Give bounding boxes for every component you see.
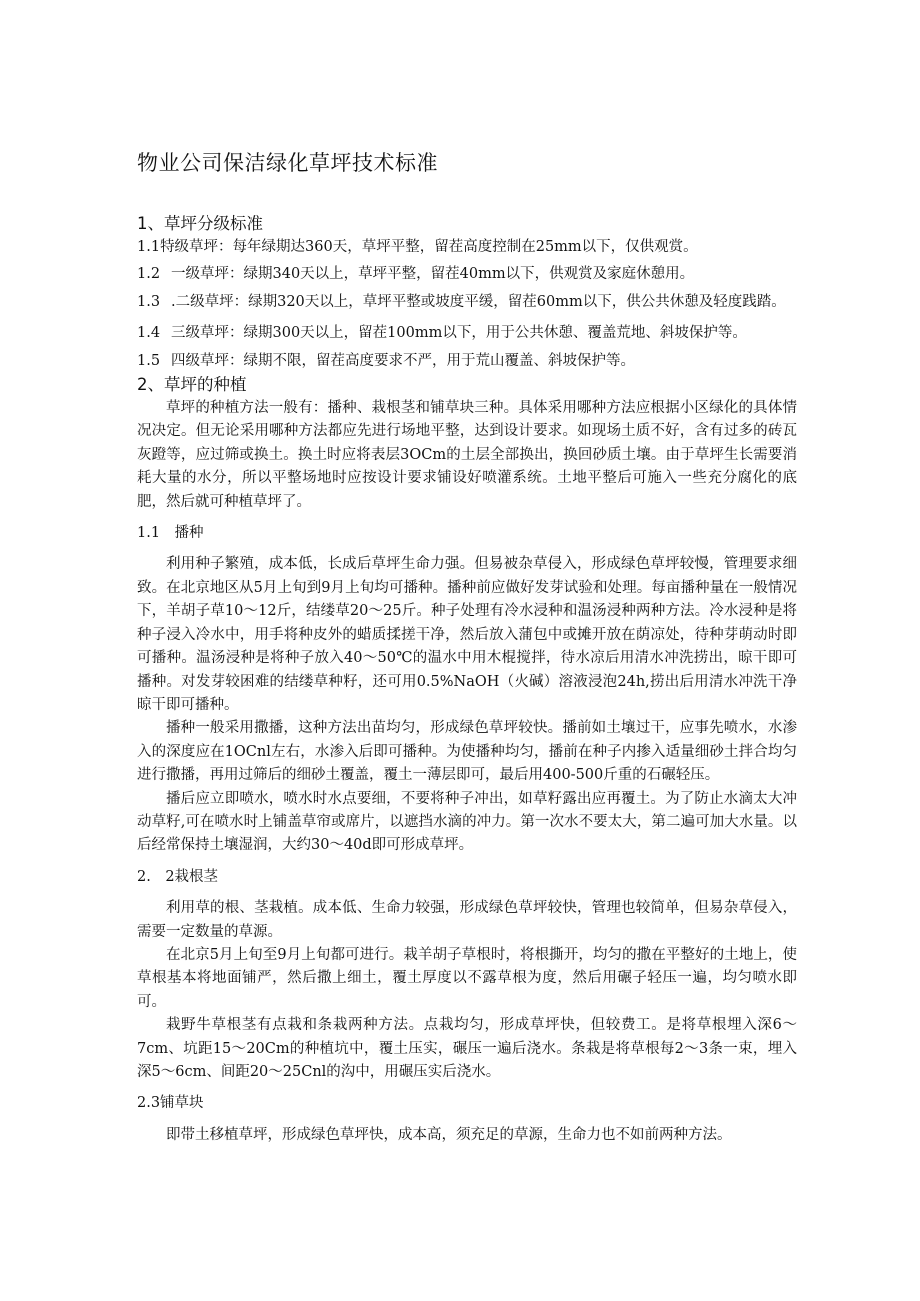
section-heading-grading: 1、草坪分级标准 — [137, 214, 263, 233]
grade-text: 四级草坪：绿期不限，留茬高度要求不严，用于荒山覆盖、斜坡保护等。 — [171, 352, 635, 369]
sowing-paragraph-3: 播后应立即喷水，喷水时水点要细，不要将种子冲出，如草籽露出应再覆土。为了防止水滴太大冲动草籽,可在喷水时上铺盖草帘或席片，以遮挡水滴的冲力。第一次水不要太大，第二遍可加大水量。以后经常保持土壤湿润，大约30～40d即可形成草坪。 — [137, 790, 797, 854]
grade-item-5 — [137, 350, 797, 373]
page-title: 物业公司保洁绿化草坪技术标准 — [137, 151, 438, 175]
sod-paragraph-1: 即带土移植草坪，形成绿色草坪快，成本高，须充足的草源，生命力也不如前两种方法。 — [166, 1126, 732, 1143]
grade-number: 1.1 — [137, 239, 161, 255]
root-paragraph-1: 利用草的根、茎栽植。成本低、生命力较强，形成绿色草坪较快，管理也较简单，但易杂草侵入，需要一定数量的草源。 — [137, 900, 797, 940]
sowing-paragraph-2: 播种一般采用撒播，这种方法出苗均匀，形成绿色草坪较快。播前如土壤过干，应事先喷水，水渗入的深度应在1OCnl左右，水渗入后即可播种。为使播种均匀，播前在种子内掺入适量细砂土拌合均匀进行撒播，再用过筛后的细砂土覆盖，覆土一薄层即可，最后用400-500斤重的石碾轻压。 — [137, 720, 797, 784]
grade-number: 1.3 — [137, 293, 161, 310]
subsection-heading-root-planting: 2. 2栽根茎 — [137, 868, 219, 885]
grade-item-2 — [137, 263, 797, 286]
section-heading-planting: 2、草坪的种植 — [137, 375, 247, 395]
root-paragraph-2: 在北京5月上旬至9月上旬都可进行。栽羊胡子草根时，将根撕开，均匀的撒在平整好的土地上，使草根基本将地面铺严，然后撒上细土，覆土厚度以不露草根为度，然后用碾子轻压一遍，均匀喷水即可。 — [137, 946, 797, 1010]
subsection-heading-sowing: 1.1 播种 — [137, 525, 204, 542]
grade-text: .二级草坪：绿期320天以上，草坪平整或坡度平缓，留茬60mm以下，供公共休憩及轻度践踏。 — [171, 293, 786, 310]
grade-number: 1.2 — [137, 266, 161, 283]
root-paragraph-3: 栽野牛草根茎有点栽和条栽两种方法。点栽均匀，形成草坪快，但较费工。是将草根埋入深6～7cm、坑距15～20Cm的种植坑中，覆土压实，碾压一遍后浇水。条栽是将草根每2～3条一束，埋入深5～6cm、间距20～25Cnl的沟中，用碾压实后浇水。 — [137, 1017, 797, 1080]
grade-item-1 — [137, 236, 797, 259]
planting-intro: 草坪的种植方法一般有：播种、栽根茎和铺草块三种。具体采用哪种方法应根据小区绿化的具体情况决定。但无论采用哪种方法都应先进行场地平整，达到设计要求。如现场土质不好，含有过多的砖瓦灰蹬等，应过筛或换土。换土时应将表层3OCm的土层全部换出，换回砂质土壤。由于草坪生长需要消耗大量的水分，所以平整场地时应按设计要求铺设好喷灌系统。土地平整后可施入一些充分腐化的底肥，然后就可种植草坪了。 — [137, 400, 797, 510]
grade-number: 1.4 — [137, 325, 161, 342]
subsection-heading-sod: 2.3铺草块 — [137, 1095, 204, 1112]
grade-number: 1.5 — [137, 352, 161, 369]
grade-text: 三级草坪：绿期300天以上，留茬100mm以下，用于公共休憩、覆盖荒地、斜坡保护等。 — [171, 325, 747, 342]
grade-text: 一级草坪：绿期340天以上，草坪平整，留茬40mm以下，供观赏及家庭休憩用。 — [171, 266, 695, 283]
sowing-paragraph-1: 利用种子繁殖，成本低，长成后草坪生命力强。但易被杂草侵入，形成绿色草坪较慢，管理要求细致。在北京地区从5月上旬到9月上旬均可播种。播种前应做好发芽试验和处理。每亩播种量在一般情况下，羊胡子草10～12斤，结缕草20～25斤。种子处理有冷水浸种和温汤浸种两种方法。冷水浸种是将种子浸入冷水中，用手将种皮外的蜡质揉搓干净，然后放入蒲包中或摊开放在荫凉处，待种芽萌动时即可播种。温汤浸种是将种子放入40～50℃的温水中用木棍搅拌，待水凉后用清水冲洗捞出，晾干即可播种。对发芽较困难的结缕草种籽，还可用0.5%NaOH（火碱）溶液浸泡24h,捞出后用清水冲洗干净晾干即可播种。 — [137, 556, 797, 713]
grade-item-3 — [137, 291, 797, 314]
document-page — [137, 148, 797, 1147]
grade-item-4 — [137, 322, 797, 345]
grade-text: 特级草坪：每年绿期达360天，草坪平整，留茬高度控制在25mm以下，仅供观赏。 — [160, 239, 698, 255]
